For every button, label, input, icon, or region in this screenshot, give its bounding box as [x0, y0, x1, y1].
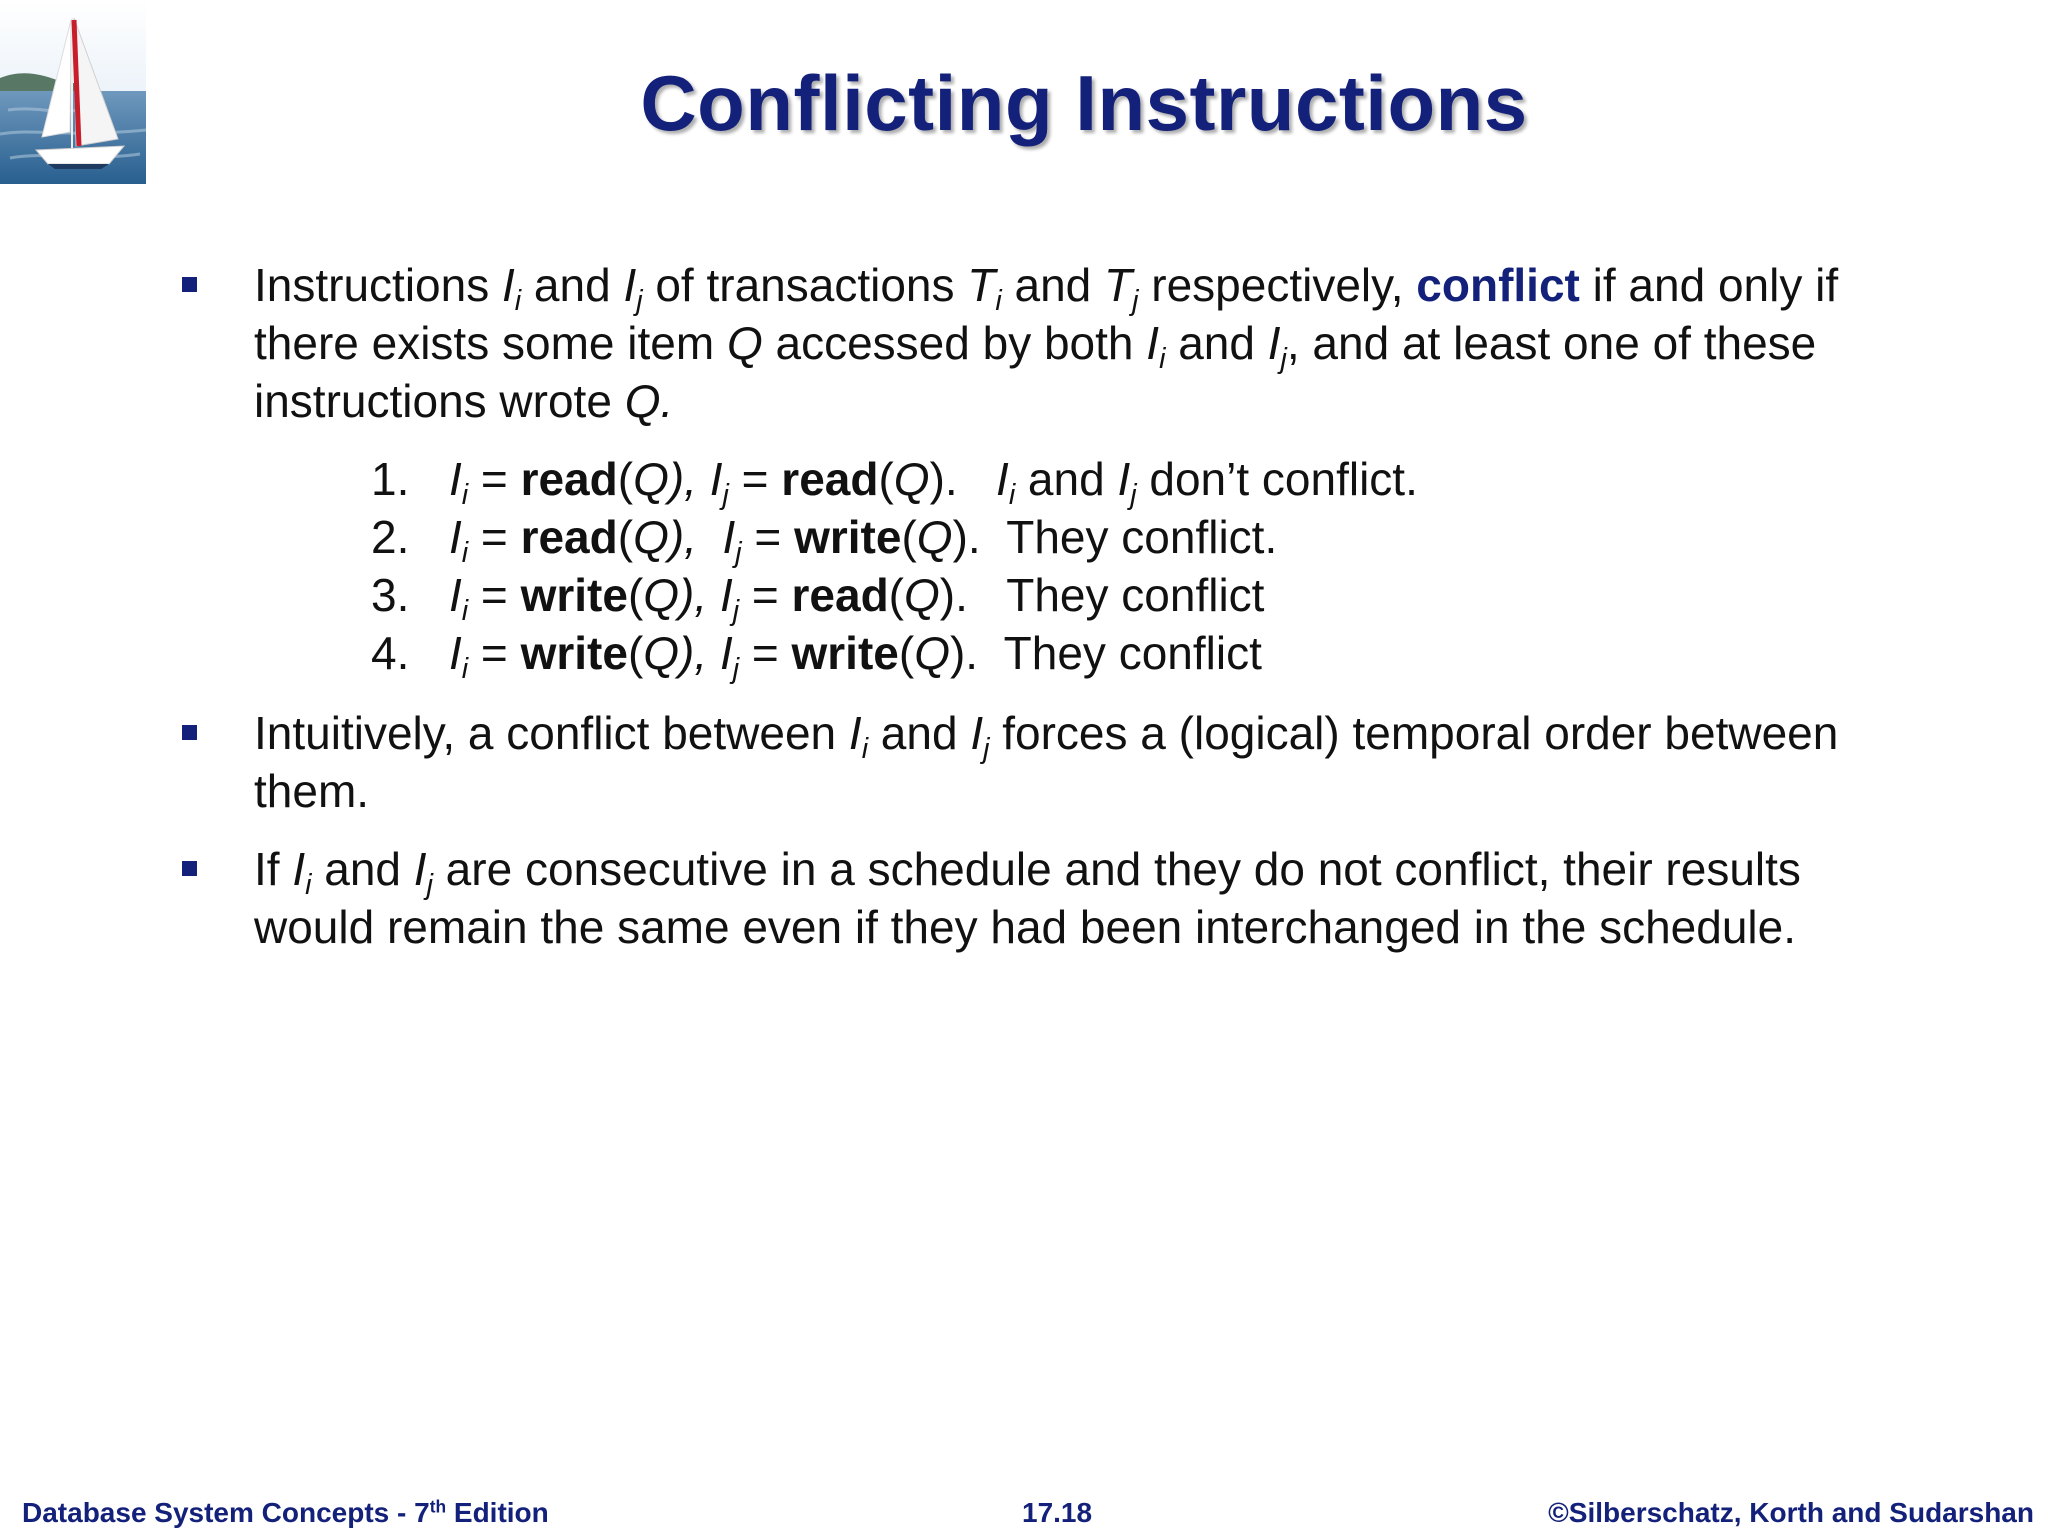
equals-sign: =	[728, 453, 782, 505]
paren: ).	[939, 569, 968, 621]
slide-body	[178, 256, 1898, 956]
list-item-case-1	[371, 450, 1898, 512]
subscript-j: j	[735, 537, 742, 570]
text-fragment: Intuitively, a conflict between	[254, 707, 849, 759]
variable-I: I	[1267, 317, 1281, 369]
operation-name: read	[791, 569, 889, 621]
result-text: They conflict	[1003, 627, 1262, 679]
text-fragment: and	[311, 843, 414, 895]
footer-book-title-main: Database System Concepts - 7	[22, 1497, 430, 1528]
variable-Q: Q	[726, 317, 763, 369]
subscript-i: i	[861, 733, 869, 766]
list-item-case-3	[371, 566, 1898, 628]
paren: ),	[679, 569, 708, 621]
variable-I: I	[623, 259, 637, 311]
variable-Q: Q	[633, 511, 669, 563]
case-number: 2.	[371, 511, 410, 563]
equals-sign: =	[741, 511, 795, 563]
paren: ).	[929, 453, 958, 505]
equals-sign: =	[468, 569, 521, 621]
bullet-conflict-definition	[178, 256, 1898, 686]
variable-I: I	[502, 259, 515, 311]
subscript-i: i	[1159, 343, 1166, 376]
operation-name: write	[791, 627, 899, 679]
operation-name: write	[520, 627, 628, 679]
paren: (	[627, 627, 644, 679]
subscript-i: i	[461, 653, 469, 686]
equals-sign: =	[739, 627, 792, 679]
case-number: 4.	[371, 627, 410, 679]
equals-sign: =	[739, 569, 792, 621]
text-fragment: respectively,	[1138, 259, 1417, 311]
variable-Q: Q	[633, 453, 669, 505]
footer-book-title-tail: Edition	[446, 1497, 549, 1528]
paren: (	[901, 511, 917, 563]
text-fragment: are consecutive in a schedule and they do not conflict, their results would remain the same even if they had been interchanged in the schedule.	[254, 843, 1801, 953]
subscript-j: j	[1280, 343, 1287, 376]
paren: (	[627, 569, 644, 621]
subscript-j: j	[732, 653, 740, 686]
operation-name: read	[520, 511, 618, 563]
paren: (	[888, 569, 904, 621]
operation-name: read	[781, 453, 879, 505]
operation-name: write	[520, 569, 628, 621]
paren: ).	[949, 627, 979, 679]
text-fragment: and	[868, 707, 971, 759]
case-number: 1.	[371, 453, 410, 505]
variable-I: I	[1117, 453, 1131, 505]
text-fragment: and	[1165, 317, 1268, 369]
subscript-j: j	[426, 869, 433, 902]
variable-I: I	[719, 569, 733, 621]
variable-Q: Q	[904, 569, 940, 621]
variable-I: I	[722, 511, 736, 563]
result-text: They conflict	[1006, 569, 1265, 621]
text-fragment: forces a (logical) temporal order between them.	[254, 707, 1839, 817]
variable-Q: Q	[643, 627, 680, 679]
paren: ),	[679, 627, 708, 679]
square-bullet-icon	[182, 861, 197, 876]
subscript-i: i	[305, 869, 312, 902]
operation-name: write	[794, 511, 902, 563]
paren: (	[617, 511, 634, 563]
subscript-i: i	[461, 537, 469, 570]
paren: ),	[668, 511, 697, 563]
square-bullet-icon	[182, 725, 197, 740]
variable-I: I	[996, 453, 1009, 505]
subscript-j: j	[636, 285, 643, 318]
variable-I: I	[848, 707, 862, 759]
subscript-i: i	[461, 595, 469, 628]
text-fragment: and	[1001, 259, 1105, 311]
equals-sign: =	[468, 453, 521, 505]
variable-I: I	[719, 627, 733, 679]
variable-I: I	[449, 453, 462, 505]
paren: (	[878, 453, 894, 505]
footer-page-number: 17.18	[1022, 1497, 1093, 1528]
variable-I: I	[449, 511, 462, 563]
footer-book-title	[22, 1497, 549, 1529]
variable-I: I	[413, 843, 427, 895]
variable-I: I	[1146, 317, 1160, 369]
subscript-j: j	[1132, 285, 1139, 318]
paren: (	[617, 453, 634, 505]
variable-Q: Q	[893, 453, 930, 505]
variable-T: T	[1104, 259, 1133, 311]
footer-copyright: ©Silberschatz, Korth and Sudarshan	[1548, 1497, 2034, 1528]
text-fragment: If	[254, 843, 293, 895]
list-item-case-4	[371, 624, 1898, 686]
text-fragment: and	[521, 259, 624, 311]
subscript-i: i	[995, 285, 1002, 318]
subscript-i: i	[514, 285, 522, 318]
paren: ),	[668, 453, 697, 505]
subscript-j: j	[983, 733, 990, 766]
square-bullet-icon	[182, 277, 197, 292]
text-fragment: accessed by both	[762, 317, 1147, 369]
list-item-case-2	[371, 508, 1898, 570]
paren: ).	[952, 511, 981, 563]
variable-I: I	[970, 707, 984, 759]
result-text: and	[1015, 453, 1118, 505]
equals-sign: =	[468, 627, 521, 679]
variable-T: T	[967, 259, 996, 311]
bullet-consecutive-swap	[178, 840, 1898, 956]
subscript-i: i	[1008, 479, 1016, 512]
footer-superscript: th	[429, 1496, 447, 1517]
variable-Q: Q	[914, 627, 950, 679]
variable-I: I	[449, 569, 462, 621]
subscript-j: j	[732, 595, 740, 628]
variable-Q: Q	[643, 569, 680, 621]
variable-I: I	[292, 843, 306, 895]
text-fragment: , and at least one of these instructions wrote	[254, 317, 1817, 427]
bullet-temporal-order	[178, 704, 1898, 820]
case-number: 3.	[371, 569, 410, 621]
subscript-j: j	[1130, 479, 1137, 512]
subscript-j: j	[722, 479, 729, 512]
text-fragment: if and only if there exists some item	[254, 259, 1839, 369]
keyword-conflict: conflict	[1416, 259, 1580, 311]
equals-sign: =	[468, 511, 521, 563]
paren: (	[898, 627, 915, 679]
text-fragment: .	[660, 375, 674, 427]
result-text: They conflict.	[1006, 511, 1278, 563]
subscript-i: i	[461, 479, 469, 512]
text-fragment: of transactions	[642, 259, 968, 311]
conflict-cases-list	[371, 450, 1898, 686]
variable-Q: Q	[624, 375, 661, 427]
text-fragment: Instructions	[254, 259, 502, 311]
result-text: don’t conflict.	[1136, 453, 1418, 505]
slide-footer	[0, 1497, 2048, 1529]
operation-name: read	[520, 453, 618, 505]
variable-I: I	[709, 453, 723, 505]
slide-title: Conflicting Instructions	[640, 59, 1528, 147]
variable-Q: Q	[916, 511, 953, 563]
variable-I: I	[449, 627, 462, 679]
